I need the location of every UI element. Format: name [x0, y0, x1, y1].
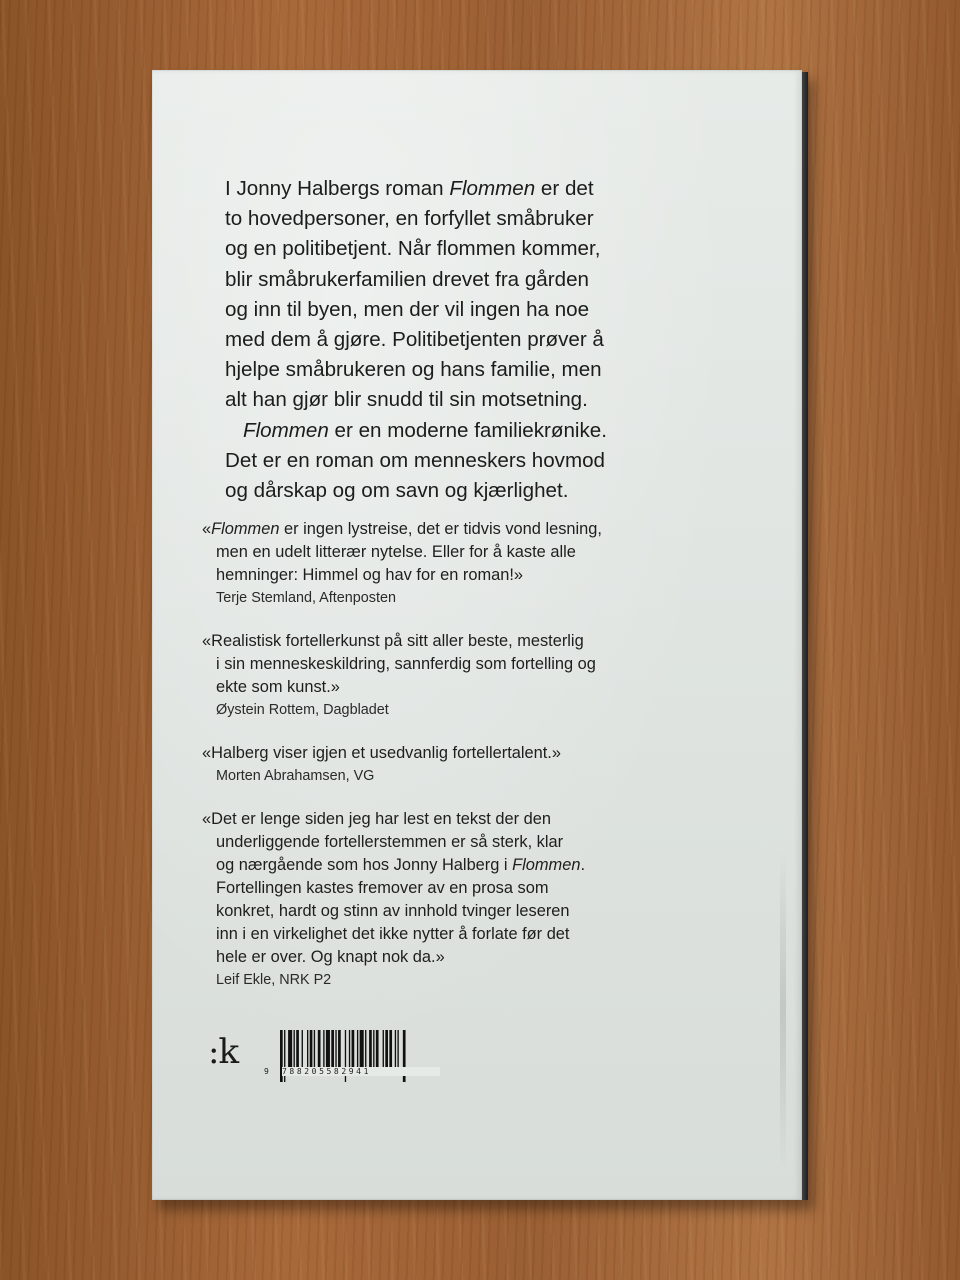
- quote-line: konkret, hardt og stinn av innhold tvinger leseren: [216, 902, 570, 920]
- barcode-bar: [318, 1030, 321, 1067]
- review-quote: [202, 742, 762, 787]
- blurb-line: og dårskap og om savn og kjærlighet.: [225, 479, 569, 503]
- review-quotes: [202, 518, 762, 1012]
- barcode-bar: [395, 1030, 396, 1067]
- barcode-bar: [335, 1030, 336, 1067]
- review-quote: [202, 630, 762, 721]
- barcode-bar: [373, 1030, 374, 1067]
- book-blurb: [225, 174, 765, 506]
- quote-line: «Realistisk fortellerkunst på sitt aller beste, mesterlig: [202, 632, 584, 650]
- publisher-logo: :k: [208, 1032, 239, 1072]
- barcode-bar: [294, 1030, 295, 1067]
- quote-line: i sin menneskeskildring, sannferdig som fortelling og: [216, 655, 596, 673]
- blurb-line: hjelpe småbrukeren og hans familie, men: [225, 358, 602, 382]
- barcode-bar: [307, 1030, 308, 1067]
- quote-line: og nærgående som hos Jonny Halberg i Flommen.: [216, 856, 585, 874]
- cover-wear-mark: [780, 850, 786, 1170]
- quote-line: «Det er lenge siden jeg har lest en tekst der den: [202, 810, 551, 828]
- barcode-bar: [331, 1030, 334, 1067]
- barcode-bar: [383, 1030, 384, 1067]
- barcode-digits: 788205582941: [282, 1067, 440, 1076]
- blurb-line: og en politibetjent. Når flommen kommer,: [225, 237, 601, 261]
- quote-line: hele er over. Og knapt nok da.»: [216, 948, 445, 966]
- blurb-line: Flommen er en moderne familiekrønike.: [243, 418, 607, 442]
- review-quote: [202, 808, 762, 991]
- quote-source: Terje Stemland, Aftenposten: [216, 590, 396, 606]
- quote-line: men en udelt litterær nytelse. Eller for å kaste alle: [216, 543, 576, 561]
- quote-line: underliggende fortellerstemmen er så sterk, klar: [216, 833, 564, 851]
- blurb-line: I Jonny Halbergs roman Flommen er det: [225, 177, 594, 200]
- barcode-bar: [310, 1030, 313, 1067]
- blurb-line: to hovedpersoner, en forfyllet småbruker: [225, 207, 594, 231]
- barcode-bar: [296, 1030, 299, 1067]
- quote-line: ekte som kunst.»: [216, 678, 340, 696]
- quote-line: hemninger: Himmel og hav for en roman!»: [216, 566, 524, 584]
- barcode-bar: [369, 1030, 372, 1067]
- barcode-bar: [397, 1030, 398, 1067]
- barcode-bar: [326, 1030, 330, 1067]
- barcode-bar: [385, 1030, 388, 1067]
- blurb-line: med dem å gjøre. Politibetjenten prøver å: [225, 328, 604, 352]
- quote-source: Øystein Rottem, Dagbladet: [216, 702, 389, 718]
- barcode-bar: [352, 1030, 355, 1067]
- blurb-line: alt han gjør blir snudd til sin motsetning.: [225, 388, 588, 412]
- barcode-bar: [314, 1030, 315, 1067]
- quote-line: «Flommen er ingen lystreise, det er tidvis vond lesning,: [202, 520, 602, 538]
- quote-line: «Halberg viser igjen et usedvanlig fortellertalent.»: [202, 744, 561, 762]
- barcode-bar: [360, 1030, 364, 1067]
- barcode-bar: [376, 1030, 379, 1067]
- barcode-bar: [302, 1030, 303, 1067]
- barcode-bar: [323, 1030, 324, 1067]
- book-back-cover: [152, 70, 802, 1200]
- quote-line: Fortellingen kastes fremover av en prosa som: [216, 879, 549, 897]
- barcode-bar: [288, 1030, 292, 1067]
- review-quote: [202, 518, 762, 609]
- barcode-bar: [338, 1030, 341, 1067]
- barcode-bar: [357, 1030, 358, 1067]
- barcode-bar: [389, 1030, 392, 1067]
- blurb-line: blir småbrukerfamilien drevet fra gården: [225, 267, 589, 291]
- blurb-line: Det er en roman om menneskers hovmod: [225, 448, 606, 472]
- quote-line: inn i en virkelighet det ikke nytter å forlate før det: [216, 925, 570, 943]
- quote-source: Leif Ekle, NRK P2: [216, 972, 332, 988]
- barcode-bar: [349, 1030, 350, 1067]
- quote-source: Morten Abrahamsen, VG: [216, 768, 375, 784]
- barcode-bar: [365, 1030, 366, 1067]
- barcode-prefix-digit: 9: [264, 1067, 269, 1076]
- blurb-line: og inn til byen, men der vil ingen ha noe: [225, 297, 590, 321]
